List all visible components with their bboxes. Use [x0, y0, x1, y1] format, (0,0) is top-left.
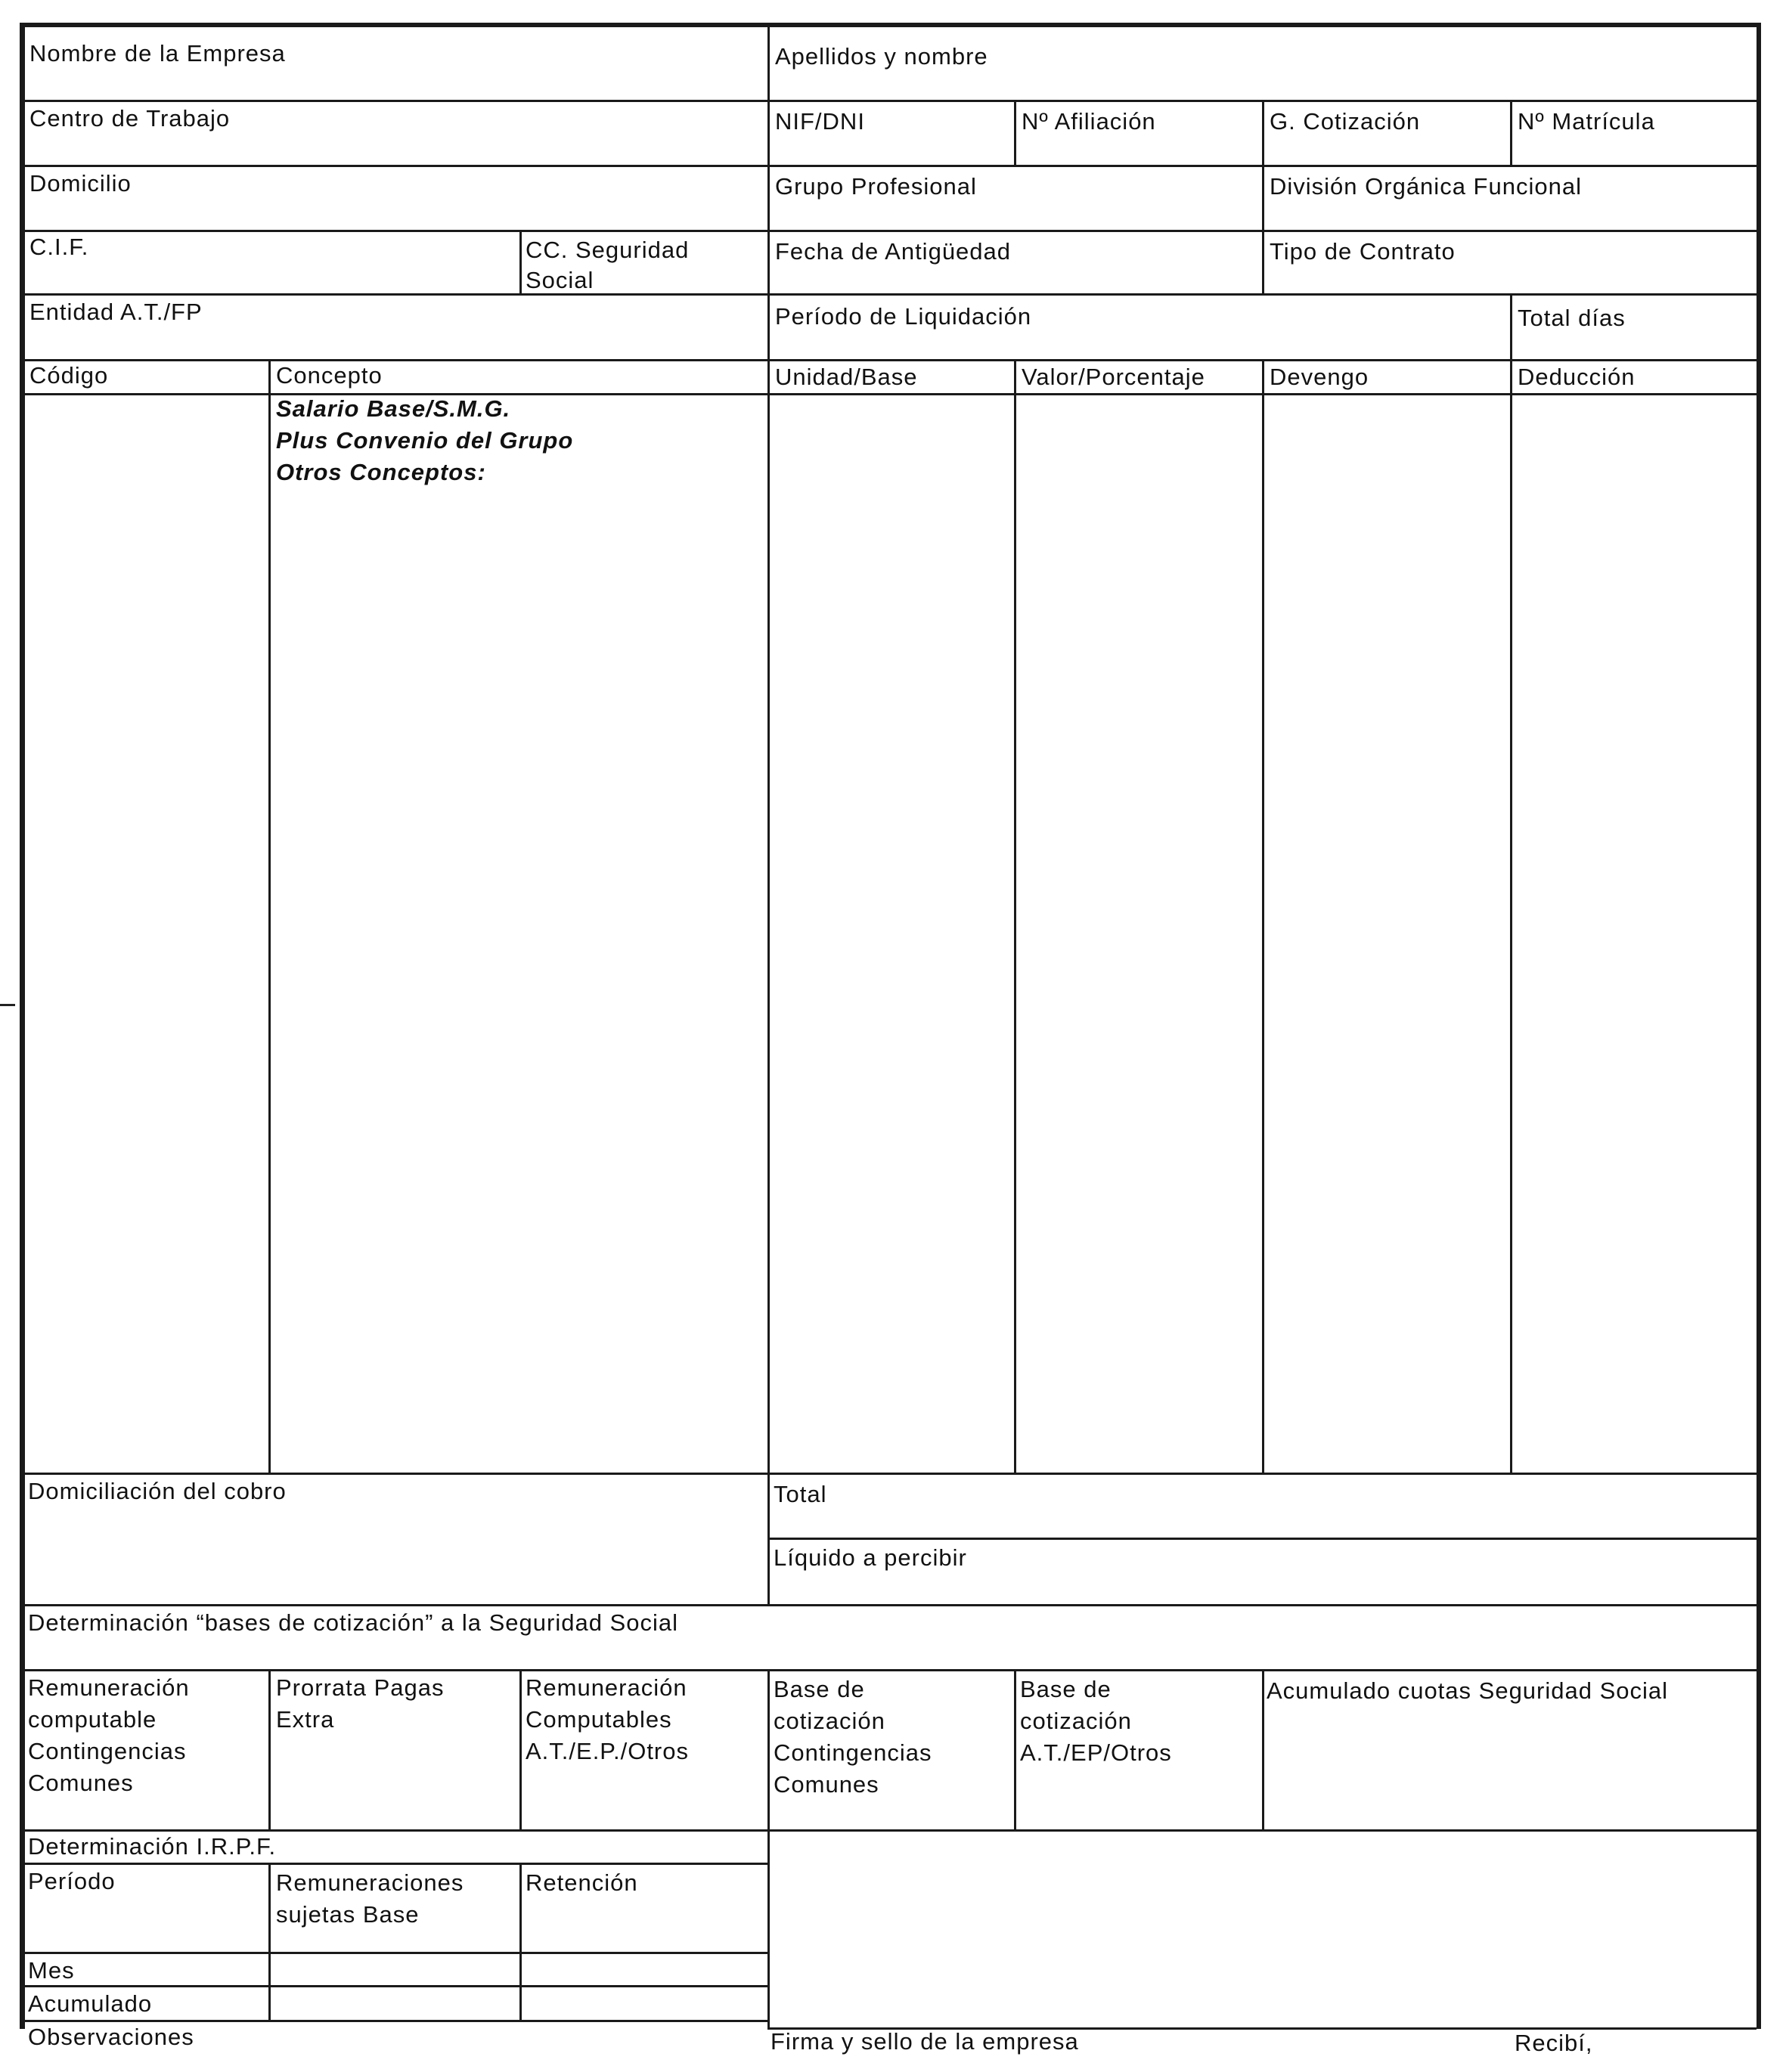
label-grupo-profesional: Grupo Profesional	[775, 173, 977, 200]
rule	[1014, 1669, 1016, 1829]
concept-item: Plus Convenio del Grupo	[276, 427, 574, 454]
rule	[767, 27, 770, 1473]
rule	[767, 1473, 770, 1604]
rule	[25, 165, 1757, 167]
rule	[25, 1604, 1757, 1606]
rule	[25, 1473, 1757, 1475]
label-bases-title: Determinación “bases de cotización” a la Seguridad Social	[28, 1609, 678, 1636]
rule	[519, 1863, 522, 2020]
bases-col5-line: A.T./EP/Otros	[1020, 1739, 1172, 1766]
bases-col1-line: Contingencias	[28, 1738, 187, 1764]
rule	[268, 359, 271, 1473]
label-irpf-mes: Mes	[28, 1957, 75, 1984]
rule	[268, 1669, 271, 1829]
col-header-devengo: Devengo	[1270, 364, 1369, 390]
bases-col3-line: Remuneración	[526, 1674, 687, 1701]
rule	[25, 1985, 767, 1987]
label-fecha-antiguedad: Fecha de Antigüedad	[775, 238, 1012, 265]
rule	[767, 1669, 770, 2027]
rule	[25, 1829, 1757, 1832]
label-irpf-remuneraciones-2: sujetas Base	[276, 1901, 420, 1928]
label-tipo-contrato: Tipo de Contrato	[1270, 238, 1456, 265]
label-division-organica: División Orgánica Funcional	[1270, 173, 1582, 200]
bases-col1-line: Remuneración	[28, 1674, 190, 1701]
label-domicilio: Domicilio	[29, 170, 132, 197]
label-irpf-retencion: Retención	[526, 1869, 638, 1896]
rule	[1262, 359, 1264, 1473]
bases-col1-line: Comunes	[28, 1770, 134, 1796]
rule	[25, 1669, 1757, 1671]
col-header-valor-porcentaje: Valor/Porcentaje	[1022, 364, 1205, 390]
concept-item: Otros Conceptos:	[276, 459, 486, 485]
bases-col4-line: Contingencias	[774, 1739, 932, 1766]
rule	[767, 1538, 1757, 1540]
label-n-matricula: Nº Matrícula	[1518, 108, 1655, 135]
rule	[1262, 165, 1264, 293]
bases-col5-line: Base de	[1020, 1676, 1112, 1702]
rule	[25, 293, 1757, 296]
label-observaciones: Observaciones	[28, 2024, 194, 2050]
col-header-deduccion: Deducción	[1518, 364, 1636, 390]
label-irpf-periodo: Período	[28, 1868, 116, 1894]
rule	[25, 230, 1757, 232]
bases-col4-line: cotización	[774, 1708, 885, 1734]
label-cc-seguridad: CC. Seguridad	[526, 237, 690, 263]
col-header-unidad-base: Unidad/Base	[775, 364, 918, 390]
bases-col2-line: Prorrata Pagas	[276, 1674, 445, 1701]
bases-col1-line: computable	[28, 1706, 157, 1733]
label-g-cotizacion: G. Cotización	[1270, 108, 1421, 135]
rule	[1510, 293, 1512, 359]
label-domiciliacion: Domiciliación del cobro	[28, 1478, 287, 1504]
label-total-dias: Total días	[1518, 305, 1626, 331]
bases-col4-line: Base de	[774, 1676, 865, 1702]
label-nombre-empresa: Nombre de la Empresa	[29, 40, 286, 67]
label-apellidos-nombre: Apellidos y nombre	[775, 43, 988, 70]
rule	[519, 1669, 522, 1829]
margin-tick	[0, 1004, 15, 1006]
bases-col4-line: Comunes	[774, 1771, 879, 1798]
label-total: Total	[774, 1481, 827, 1507]
bases-col2-line: Extra	[276, 1706, 335, 1733]
rule	[25, 100, 1757, 102]
label-acumulado-cuotas: Acumulado cuotas Seguridad Social	[1267, 1677, 1669, 1704]
rule	[1014, 359, 1016, 1473]
label-liquido: Líquido a percibir	[774, 1544, 967, 1571]
label-firma-sello: Firma y sello de la empresa	[771, 2028, 1079, 2055]
label-irpf-remuneraciones: Remuneraciones	[276, 1869, 464, 1896]
rule	[1510, 100, 1512, 165]
rule	[1262, 100, 1264, 165]
label-nif-dni: NIF/DNI	[775, 108, 865, 135]
rule	[268, 1863, 271, 2020]
label-cif: C.I.F.	[29, 234, 89, 260]
label-irpf-title: Determinación I.R.P.F.	[28, 1833, 277, 1860]
label-centro-trabajo: Centro de Trabajo	[29, 105, 231, 132]
label-recibi: Recibí,	[1515, 2030, 1593, 2056]
label-cc-seguridad-2: Social	[526, 267, 594, 293]
col-header-codigo: Código	[29, 362, 109, 389]
payslip-form	[20, 23, 1761, 2056]
concept-item: Salario Base/S.M.G.	[276, 395, 511, 422]
rule	[25, 1952, 767, 1954]
label-periodo-liquidacion: Período de Liquidación	[775, 303, 1032, 330]
rule	[1262, 1669, 1264, 1829]
rule	[1510, 359, 1512, 1473]
bases-col3-line: A.T./E.P./Otros	[526, 1738, 690, 1764]
bases-col3-line: Computables	[526, 1706, 672, 1733]
rule	[1014, 100, 1016, 165]
label-irpf-acumulado: Acumulado	[28, 1990, 153, 2017]
label-n-afiliacion: Nº Afiliación	[1022, 108, 1156, 135]
bases-col5-line: cotización	[1020, 1708, 1132, 1734]
col-header-concepto: Concepto	[276, 362, 383, 389]
rule	[519, 230, 522, 293]
label-entidad-at: Entidad A.T./FP	[29, 299, 203, 325]
rule	[25, 1863, 767, 1865]
